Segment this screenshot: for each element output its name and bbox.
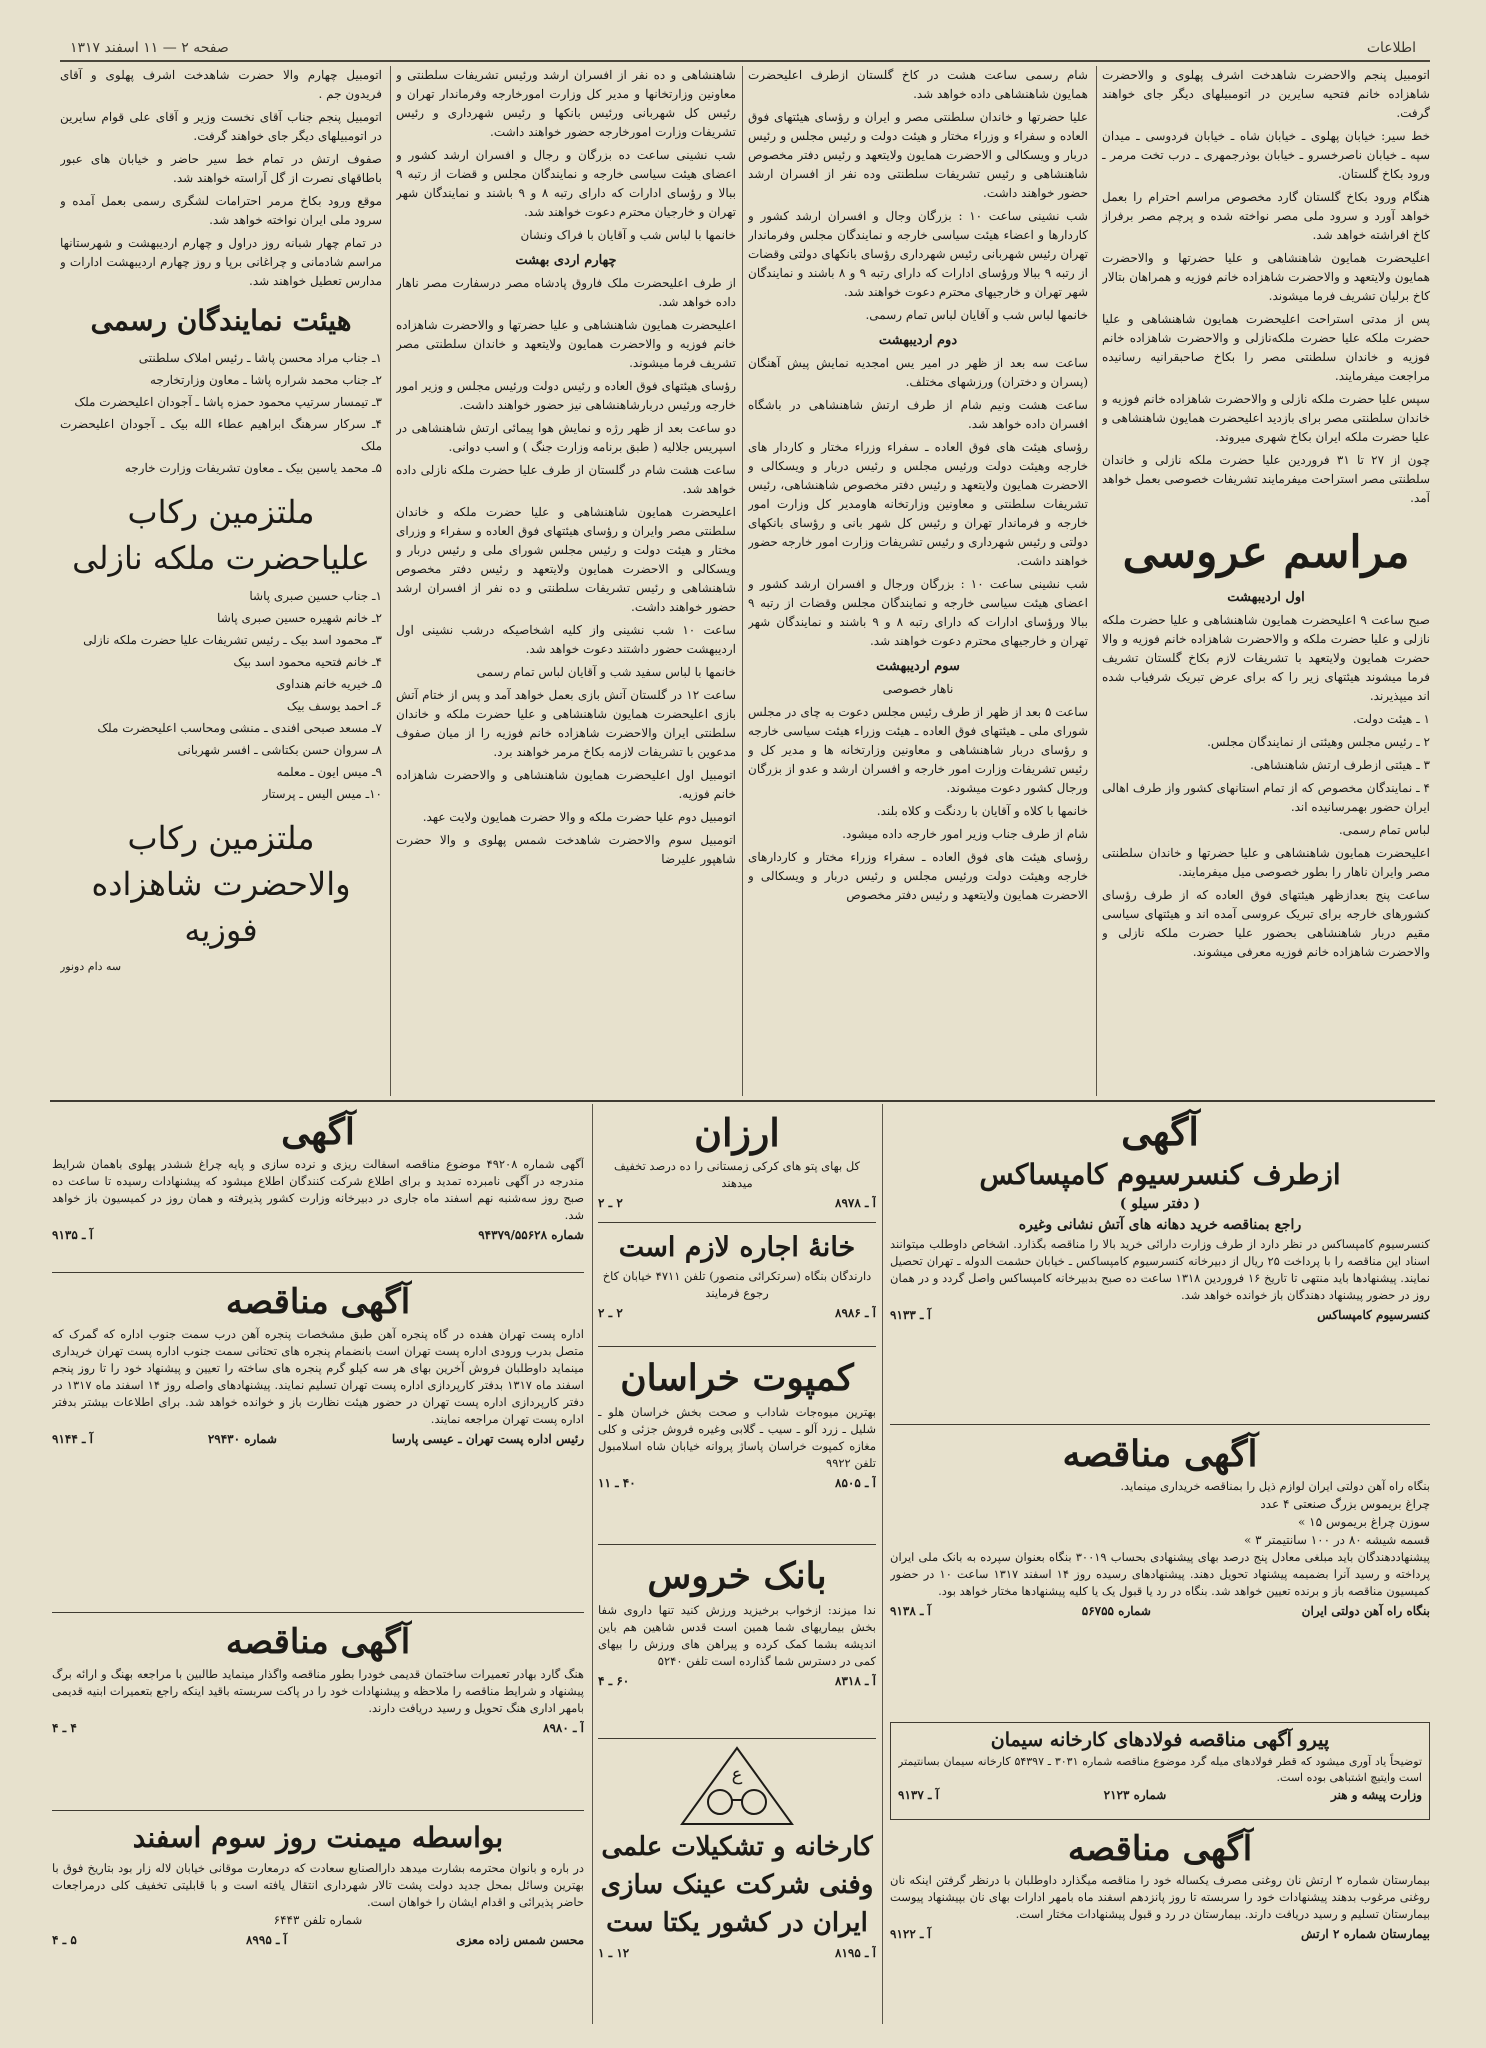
- col2-para: ناهار خصوصی: [882, 682, 954, 696]
- queen-retinue-list: [60, 585, 382, 805]
- column-3: [396, 66, 736, 1096]
- ad-signature: وزارت پیشه و هنر: [1330, 1788, 1422, 1802]
- consortium-ad: [890, 1108, 1430, 1420]
- col1-intro: [1102, 66, 1430, 508]
- col2-para: علیا حضرتها و خاندان سلطنتی مصر و ایران و رؤسای هیئتهای فوق العاده و سفراء و وزراء مختار و هیئت دولت و رئیس مجلس و رئیس دربار و ویسکالی و الاحضرت همایون ولایتعهد و رئیس دفتر مخصوص شاهنشاهی و رئیس تشریفات سلطنتی وده نفر از افسران ارشد حضور خواهند داشت.: [748, 110, 1088, 200]
- third-ordibehesht-subhead: سوم اردیبهشت: [876, 659, 960, 674]
- ad-divider: [52, 1272, 584, 1273]
- ad-title: آگهی: [281, 1111, 355, 1153]
- ad-code: آ ـ ۹۱۳۷: [898, 1788, 939, 1802]
- col3-para: اعلیحضرت همایون شاهنشاهی و علیا حضرت ملکه و خاندان سلطنتی مصر وایران و رؤسای هیئتهای فوق العاده و سفراء و وزرای مختار و هیئت دولت و رئیس مجلس شورای ملی و رئیس دربار و ویسکالی و الاحضرت همایون ولایتعهد و رئیس دفتر مخصوص شاهنشاهی و رئیس تشریفات سلطنتی و ده نفر از افسران ارشد حضور خواهند داشت.: [396, 505, 736, 614]
- ad-footer: [52, 1721, 584, 1735]
- column-2: [748, 66, 1088, 1096]
- fourth-ordibehesht-subhead: چهارم اردی بهشت: [515, 253, 617, 268]
- col2-para: شب نشینی ساعت ۱۰ : بزرگان وجال و افسران ارشد کشور و کاردارها و اعضاء هیئت سیاسی خارجه و نمایندگان مجلس وفرماندار تهران رئیس شهربانی رئیس شهرداری رؤسای بانکهای دولتی وقضات از رتبه ۹ ببالا ورؤسای ادارات که دارای رتبه ۹ و ۸ باشند و نمایندگان شهر تهران و خارجیهای محترم دعوت خواهند شد.: [748, 209, 1088, 299]
- col2-para: خانمها لباس شب و آقایان لباس تمام رسمی.: [865, 308, 1088, 322]
- ad-divider: [890, 1424, 1430, 1425]
- col2-para: شام رسمی ساعت هشت در کاخ گلستان ازطرف اعلیحضرت همایون شاهنشاهی داده خواهد شد.: [748, 68, 1088, 101]
- col3-para: خانمها با لباس سفید شب و آقایان لباس تمام رسمی: [476, 665, 736, 679]
- col1-para: اعلیحضرت همایون شاهنشاهی و علیا حضرتها و خاندان سلطنتی مصر وایران ناهار را بطور خصوصی میل میفرمایند.: [1102, 846, 1430, 879]
- ad-code: آ ـ ۸۳۱۸: [835, 1674, 876, 1688]
- ad-body: بهترین میوه‌جات شاداب و صحت بخش خراسان هلو ـ شلیل ـ زرد آلو ـ سیب ـ گلابی وغیره فروش جزئی و کلی مغازه کمپوت خراسان پاساژ پروانه خیابان شاه اسلامبول تلفن ۹۹۲۲: [598, 1405, 876, 1470]
- col1-para: ۳ ـ هیئتی ازطرف ارتش شاهنشاهی.: [1250, 758, 1430, 772]
- header-left: صفحه ۲ — ۱۱ اسفند ۱۳۱۷: [70, 40, 229, 56]
- ad-number: شماره ۹۴۳۷۹/۵۵۶۲۸: [478, 1228, 584, 1242]
- official-delegation-title: هیئت نمایندگان رسمی: [90, 304, 352, 337]
- delegation-list: [60, 347, 382, 479]
- col2-para: خانمها با کلاه و آقایان با ردنگت و کلاه بلند.: [876, 804, 1088, 818]
- list-item: ۷ـ مسعد صبحی افندی ـ منشی ومحاسب اعلیحضرت ملک: [97, 721, 382, 735]
- arzan-ad: [598, 1108, 876, 1218]
- col1-para: پس از مدتی استراحت اعلیحضرت همایون شاهنشاهی و علیا حضرت ملکه علیا حضرت ملکه‌نازلی و والاحضرت شاهزاده خانم فوزیه و خاندان سلطنتی مصر را بکاخ صاحبقرانیه رسانیده مراجعت میفرمایند.: [1102, 312, 1430, 383]
- ad-code: آ ـ ۸۹۸۶: [835, 1306, 876, 1320]
- ad-footer: [890, 1604, 1430, 1618]
- ad-body: پیشنهاددهندگان باید مبلغی معادل پنج درصد بهای پیشنهادی بحساب ۳۰۰۱۹ بنگاه بعنوان سپرده به بانک ملی ایران پرداخته و رسید آنرا بضمیمه پیشنهاد تحویل دهند. پیشنهادهای رسیده روز ۱۴ اسفند ۱۳۱۷ ساعت ۱۰ در حضور کمیسیون مناقصه باز و برنده تعیین خواهد شد. بنگاه در رد یا قبول یک یا کلیه پیشنهادها مختار خواهد بود.: [890, 1550, 1430, 1598]
- list-item: ۴ـ سرکار سرهنگ ابراهیم عطاء الله بیک ـ آجودان اعلیحضرت ملک: [60, 417, 382, 453]
- ad-number: ۵ ـ ۴: [52, 1933, 77, 1947]
- col2-para: رؤسای هیئت های فوق العاده ـ سفراء وزراء مختار و کاردار های خارجه وهیئت دولت ورئیس مجلس و رئیس دربار و ویسکالی و الاحضرت همایون ولایتعهد و رئیس دفتر مخصوص شاهنشاهی، رئیس تشریفات سلطنتی و معاونین وزارتخانه هاومدیر کل وزارت امور خارجه و فرماندار تهران و رئیس کل شهر بانی و رؤسای بانکهای دولتی و رئیس شهرداری و رئیس تشریفات وزارت امور خارجه حضور خواهند داشت.: [748, 440, 1088, 568]
- bank-khorus-ad: [598, 1550, 876, 1732]
- list-item: ۳ـ محمود اسد بیک ـ رئیس تشریفات علیا حضرت ملکه نازلی: [83, 633, 382, 647]
- ad-body: ندا میزند: ازخواب برخیزید ورزش کنید تنها داروی شفا بخش بیماریهای شما همین است قدس شاهین هم باین اندیشه بشما کمک کرده و پیراهن های ورزش را بیهای کمی در دسترس شما گذارده است تلفن ۵۲۴۰: [598, 1603, 876, 1668]
- col3-para: ساعت ۱۲ در گلستان آتش بازی بعمل خواهد آمد و پس از ختام آتش بازی اعلیحضرت همایون شاهنشاهی و علیا حضرت ملکه و خاندان سلطنتی ایران والاحضرت شاهزاده خانم فوزیه را از میان صفوف مدعوین با تشریفات لازمه بکاخ مرمر خواهند برد.: [396, 688, 736, 759]
- list-item: ۳ـ تیمسار سرتیپ محمود حمزه پاشا ـ آجودان اعلیحضرت ملک: [74, 395, 382, 409]
- list-item: ۱۰ـ میس الیس ـ پرستار: [262, 787, 382, 801]
- col3-para: اتومبیل سوم والاحضرت شاهدخت شمس پهلوی و والا حضرت شاهپور علیرضا: [396, 833, 736, 866]
- ad-divider: [598, 1222, 876, 1223]
- col1-para: هنگام ورود بکاخ گلستان گارد مخصوص مراسم احترام را بعمل خواهد آورد و سرود ملی مصر نواخته شده و پرچم مصر برفراز کاخ افراشته خواهد شد.: [1102, 190, 1430, 242]
- col3-para: شاهنشاهی و ده نفر از افسران ارشد ورئیس تشریفات سلطنتی و معاونین وزارتخانها و مدیر کل وزارت امورخارجه وفرماندار تهران و رئیس کل شهربانی ورئیس بانکها و رئیس شهرداری و رئیس تشریفات وزارت امورخارجه حضور خواهند داشت.: [396, 68, 736, 139]
- col4-para: اتومبیل چهارم والا حضرت شاهدخت اشرف پهلوی و آقای فریدون جم .: [60, 68, 382, 101]
- ad-headline: راجع بمناقصه خرید دهانه های آتش نشانی وغیره: [1018, 1217, 1302, 1233]
- triangle-glasses-logo: [598, 1744, 876, 1828]
- list-item: ۲ـ خانم شهیره حسین صبری پاشا: [217, 611, 382, 625]
- list-item: ۱ـ جناب حسین صبری پاشا: [249, 589, 382, 603]
- ad-code: آ ـ ۹۱۲۲: [890, 1927, 931, 1941]
- col1-para: سپس علیا حضرت ملکه نازلی و والاحضرت شاهزاده خانم فوزیه و خاندان سلطنتی مصر برای بازدید اعلیحضرت همایون شاهنشاهی و علیا حضرت ملکه ایران بکاخ شهری میروند.: [1102, 392, 1430, 444]
- third-esfand-ad: [52, 1816, 584, 2024]
- col1-para: صبح ساعت ۹ اعلیحضرت همایون شاهنشاهی و علیا حضرت ملکه نازلی و علیا حضرت ملکه و والاحضرت شاهزاده خانم فوزیه و والا حضرت همایون ولایتعهد با تشریفات لازم بکاخ گلستان تشریف فرما میشوند هیئتهای زیر را که برای عرض تبریک شرفیاب شده اند میپذیرند.: [1102, 613, 1430, 703]
- ad-title: آگهی مناقصه: [225, 1282, 411, 1322]
- ad-number: شماره ۲۹۴۳۰: [207, 1432, 277, 1446]
- ad-footer: [898, 1788, 1422, 1802]
- ad-code: آ ـ ۸۹۹۵: [245, 1933, 287, 1947]
- col1-para: خط سیر: خیابان پهلوی ـ خیابان شاه ـ خیابان فردوسی ـ میدان سپه ـ خیابان ناصرخسرو ـ خیابان بوذرجمهری ـ درب تخت مرمر ـ ورود بکاخ گلستان.: [1102, 129, 1430, 181]
- col3-para: خانمها با لباس شب و آقایان با فراک ونشان: [520, 228, 736, 242]
- ad-title: آگهی مناقصه: [1062, 1433, 1258, 1475]
- col3-para: ساعت ۱۰ شب نشینی واز کلیه اشخاصیکه درشب نشینی اول اردیبهشت حضور داشتند دعوت خواهد شد.: [396, 623, 736, 656]
- ad-title: بانک خروس: [647, 1555, 827, 1597]
- khorasan-compote-ad: [598, 1352, 876, 1538]
- col3-para: از طرف اعلیحضرت ملک فاروق پادشاه مصر درسفارت مصر ناهار داده خواهد شد.: [396, 276, 736, 309]
- ad-signature: رئیس اداره پست تهران ـ عیسی پارسا: [391, 1432, 584, 1446]
- ad-code: آ ـ ۹۱۳۵: [52, 1228, 93, 1242]
- ad-office: ( دفتر سیلو ): [1119, 1196, 1201, 1212]
- list-item: ۱ـ جناب مراد محسن پاشا ـ رئیس املاک سلطنتی: [138, 351, 382, 365]
- ad-body: دارندگان بنگاه (سرتکرائی منصور) تلفن ۴۷۱۱ خیابان کاخ رجوع فرمایند: [602, 1269, 872, 1300]
- col4-para: صفوف ارتش در تمام خط سیر حاضر و خیابان های عبور باطاقهای نصرت از گل آراسته خواهند شد.: [60, 152, 382, 185]
- second-ordibehesht-subhead: دوم اردیبهشت: [878, 333, 958, 348]
- ad-footer: [598, 1306, 876, 1320]
- ad-title: ارزان: [694, 1110, 780, 1155]
- header-right: اطلاعات: [1366, 40, 1416, 56]
- col2-para: ساعت ۵ بعد از ظهر از طرف رئیس مجلس دعوت به چای در مجلس شورای ملی ـ هیئتهای فوق العاده ـ هیئت وزراء هیئت سیاسی خارجه و رؤسای دربار شاهنشاهی و معاونین وزارتخانه ها و مدیر کل و رئیس تشریفات وزارت امور خارجه و افسران ارشد و عدو از بزرگان ورجال کشور دعوت میشوند.: [748, 705, 1088, 795]
- col3-para: شب نشینی ساعت ده بزرگان و رجال و افسران ارشد کشور و اعضای هیئت سیاسی خارجه و نمایندگان مجلس و قضات از رتبه ۹ ببالا و رؤسای ادارات که دارای رتبه ۸ و ۹ باشند و نمایندگان شهر تهران و خارجیان محترم دعوت خواهند شد.: [396, 148, 736, 219]
- list-item: ۲ـ جناب محمد شراره پاشا ـ معاون وزارتخارجه: [150, 373, 382, 387]
- ad-footer: [890, 1308, 1430, 1322]
- col3-para: اعلیحضرت همایون شاهنشاهی و علیا حضرتها و والاحضرت شاهزاده خانم فوزیه و والاحضرت همایون ولایتعهد و خاندان سلطنتی مصر تشریف فرما میشوند.: [396, 318, 736, 370]
- ad-code: آ ـ ۸۱۹۵: [835, 1946, 876, 1960]
- post-office-tender-ad: [52, 1278, 584, 1608]
- ad-code: آ ـ ۹۱۳۳: [890, 1308, 931, 1322]
- list-item: ۵ـ خیریه خانم هنداوی: [275, 677, 382, 691]
- retinue-tail: سه دام دونور: [60, 960, 122, 973]
- ad-code: آ ـ ۸۵۰۵: [835, 1476, 876, 1490]
- ads-divider: [592, 1104, 593, 2024]
- ad-number: ۴ ـ ۴: [52, 1721, 77, 1735]
- ad-title: بواسطه میمنت روز سوم اسفند: [132, 1821, 504, 1854]
- col3-para: دو ساعت بعد از ظهر رژه و نمایش هوا پیمائی ارتش شاهنشاهی در اسپریس جلالیه ( طبق برنامه وزارت جنگ ) و اسب دوانی.: [396, 421, 736, 454]
- ad-code: آ ـ ۸۹۸۰: [543, 1721, 584, 1735]
- ad-number: ۲ ـ ۲: [598, 1306, 623, 1320]
- ad-footer: [52, 1432, 584, 1446]
- ad-phone: شماره تلفن ۶۴۴۳: [273, 1913, 363, 1927]
- ad-signature: محسن شمس زاده معزی: [456, 1933, 584, 1947]
- col1-para: ساعت پنج بعدازظهر هیئتهای فوق العاده که از طرف رؤسای کشورهای خارجه برای تبریک عروسی آمده اند و هیئتهای سیاسی مقیم دربار شاهنشاهی بحضور علیا حضرت ملکه نازلی و والاحضرت شاهزاده خانم فوزیه معرفی میشوند.: [1102, 888, 1430, 959]
- ad-title: آگهی مناقصه: [1067, 1829, 1253, 1869]
- ad-footer: [598, 1196, 876, 1210]
- ad-code: آ ـ ۹۱۴۴: [52, 1432, 93, 1446]
- ads-separator: [50, 1100, 1435, 1102]
- ad-number: ۲ ـ ۲: [598, 1196, 623, 1210]
- ad-number: ۶۰ ـ ۴: [598, 1674, 630, 1688]
- ad-footer: [890, 1927, 1430, 1941]
- ad-divider: [598, 1346, 876, 1347]
- glasses-icon: [598, 1744, 876, 1828]
- ad-number: شماره ۵۶۷۵۵: [1081, 1604, 1151, 1618]
- ad-title: آگهی: [1121, 1109, 1199, 1154]
- col4-para: در تمام چهار شبانه روز دراول و چهارم اردیبهشت و شهرستانها مراسم شادمانی و چراغانی برپا و روز چهارم اردیبهشت ادارات و مدارس تعطیل خواهند شد.: [60, 236, 382, 288]
- ad-item: قسمه شیشه ۸۰ در ۱۰۰ سانتیمتر ۳ »: [1244, 1533, 1430, 1547]
- ad-divider: [598, 1544, 876, 1545]
- ad-body: کنسرسیوم کامپساکس در نظر دارد از طرف وزارت دارائی خرید بالا را مناقصه بگذارد. اشخاص داوطلب میتوانند اسناد این مناقصه را با پرداخت ۲۵ ریال از دبیرخانه کنسرسیوم کامپساکس ـ خیابان حشمت الدوله ـ تهران تحصیل نمایند. پیشنهادها باید منتهی تا تاریخ ۱۶ فروردین ۱۳۱۸ ساعت ده صبح بدبیرخانه کامپساکس واصل گردد و در همان روز در حضور پیشنهاد دهندگان باز خوانده خواهد شد.: [890, 1237, 1430, 1302]
- col1-para: اتومبیل پنجم والاحضرت شاهدخت اشرف پهلوی و والاحضرت شاهزاده خانم فتحیه سایرین در اتومبیلهای دیگر جای خواهند گرفت.: [1102, 68, 1430, 120]
- ad-item: سوزن چراغ بریموس ۱۵ »: [1298, 1515, 1430, 1529]
- col3-para: اتومبیل اول اعلیحضرت همایون شاهنشاهی و والاحضرت شاهزاده خانم فوزیه.: [396, 768, 736, 801]
- col1-para: اعلیحضرت همایون شاهنشاهی و علیا حضرتها و والاحضرت همایون ولایتعهد و والاحضرت شاهزاده خانم فوزیه و همراهان بتالار کاخ برلیان تشریف فرما میشوند.: [1102, 251, 1430, 303]
- logo-letter: ع: [731, 1764, 743, 1785]
- col1-para: چون از ۲۷ تا ۳۱ فروردین علیا حضرت ملکه نازلی و خاندان سلطنتی مصر استراحت میفرمایند تشریفات خصوصی بعمل خواهد آمد.: [1102, 453, 1430, 505]
- princess-fawzia-retinue-title: ملتزمین رکاب والاحضرت شاهزاده فوزیه: [91, 819, 351, 949]
- page-header: [70, 40, 1416, 62]
- col4-para: اتومبیل پنجم جناب آقای نخست وزیر و آقای علی قوام سایرین در اتومبیلهای دیگر جای خواهند گرفت.: [60, 110, 382, 143]
- col3-para: ساعت هشت شام در گلستان از طرف علیا حضرت ملکه نازلی داده خواهد شد.: [396, 463, 736, 496]
- ad-number: شماره ۲۱۲۳: [1103, 1788, 1167, 1802]
- ad-footer: [52, 1228, 584, 1242]
- ad-number: ۱۲ ـ ۱: [598, 1946, 630, 1960]
- ad-body: هنگ گارد بهادر تعمیرات ساختمان قدیمی خودرا بطور مناقصه واگذار مینماید طالبین با مراجعه بهنگ و ارائه برگ پیشنهاد و شرایط مناقصه را ملاحظه و پیشنهادات خود را در پاکت سربسته باقید اینکه راجع بتعمیرات ابنیه قدیمی بامهر اداری هنگ تحویل و رسید دریافت دارند.: [52, 1667, 584, 1715]
- ad-footer: [598, 1946, 876, 1960]
- ad-title: خانهٔ اجاره لازم است: [618, 1232, 856, 1263]
- first-ordibehesht-subhead: اول اردیبهشت: [1227, 590, 1305, 605]
- ad-title: کارخانه و تشکیلات علمی وفنی شرکت عینک سازی ایران در کشور یکتا ست: [600, 1832, 874, 1938]
- col3-para: رؤسای هیئتهای فوق العاده و رئیس دولت ورئیس مجلس و وزیر امور خارجه ورئیس دربارشاهنشاهی نیز حضور خواهند داشت.: [396, 379, 736, 412]
- col2-para: شب نشینی ساعت ۱۰ : بزرگان ورجال و افسران ارشد کشور و اعضای هیئت سیاسی خارجه و نمایندگان مجلس وقضات از رتبه ۹ ببالا ورؤسای ادارات که دارای رتبه ۸ و ۹ باشند و نمایندگان شهر تهران و خارجیهای محترم دعوت خواهند شد.: [748, 577, 1088, 648]
- col1-para: لباس تمام رسمی.: [1338, 823, 1430, 837]
- column-1: [1102, 66, 1430, 1096]
- list-item: ۹ـ میس ایون ـ معلمه: [276, 765, 382, 779]
- col4-para: موقع ورود بکاخ مرمر احترامات لشگری رسمی بعمل آمده و سرود ملی ایران نواخته خواهد شد.: [60, 194, 382, 227]
- list-item: ۴ـ خانم فتحیه محمود اسد بیک: [233, 655, 382, 669]
- optical-company-ad: [598, 1744, 876, 2024]
- ad-item: چراغ بریموس بزرگ صنعتی ۴ عدد: [1260, 1497, 1430, 1511]
- col2-para: ساعت هشت ونیم شام از طرف ارتش شاهنشاهی در باشگاه افسران داده خواهد شد.: [748, 398, 1088, 431]
- column-divider: [742, 66, 743, 1096]
- ad-body: آگهی شماره ۴۹۲۰۸ موضوع مناقصه اسفالت ریزی و نرده سازی و پایه چراغ ششدر پهلوی باهمان شرایط مندرجه در آگهی نامبرده تمدید و برای اطلاع شرکت کنندگان اطلاع میشود که پیشنهادات رسیده تا ساعت ده صبح روز سه‌شنبه نهم اسفند ماه جاری در دبیرخانه وزارت کشور پذیرفته و همان روز در کمیسیون باز خواهد شد.: [52, 1157, 584, 1222]
- ads-divider: [882, 1104, 883, 2024]
- list-item: ۵ـ محمد یاسین بیک ـ معاون تشریفات وزارت خارجه: [124, 461, 382, 475]
- ad-body: بیمارستان شماره ۲ ارتش نان روغنی مصرف یکساله خود را مناقصه میگذارد داوطلبان با درنظر گرفتن اینکه نان روغنی مرغوب بدهند پیشنهادات خود را سربسته تا روز پانزدهم اسفند ماه بامهر ادارات بهای نان بپیشنهاد پیوست بیمارستان تسلیم و رسید دریافت دارند. بیمارستان در رد و قبول پیشنهادات مختار است.: [890, 1873, 1430, 1921]
- ad-code: آ ـ ۹۱۳۸: [890, 1604, 932, 1618]
- cement-steel-ad: [898, 1726, 1422, 1814]
- ad-signature: بیمارستان شماره ۲ ارتش: [1301, 1927, 1430, 1941]
- ad-body: بنگاه راه آهن دولتی ایران لوازم ذیل را بمناقصه خریداری مینماید.: [1120, 1479, 1430, 1493]
- ad-subtitle: ازطرف کنسرسیوم کامپساکس: [979, 1158, 1341, 1191]
- col1-para: ۴ ـ نمایندگان مخصوص که از تمام استانهای کشور واز طرف اهالی ایران حضور بهمرسانیده اند.: [1102, 781, 1430, 814]
- wedding-ceremony-title: مراسم عروسی: [1122, 527, 1410, 578]
- column-4: [60, 66, 382, 1096]
- col2-para: رؤسای هیئت های فوق العاده ـ سفراء وزراء مختار و کاردارهای خارجه وهیئت دولت ورئیس مجلس و رئیس دربار و ویسکالی و الاحضرت همایون ولایتعهد و رئیس دفتر مخصوص: [748, 850, 1088, 902]
- list-item: ۶ـ احمد یوسف بیک: [286, 699, 382, 713]
- ad-divider: [52, 1612, 584, 1613]
- column-divider: [390, 66, 391, 1096]
- ad-signature: کنسرسیوم کامپساکس: [1317, 1308, 1430, 1322]
- col1-para: ۲ ـ رئیس مجلس وهیئتی از نمایندگان مجلس.: [1207, 735, 1430, 749]
- queen-nazli-retinue-title: ملتزمین رکاب علیاحضرت ملکه نازلی: [72, 493, 370, 577]
- ad-footer: [52, 1933, 584, 1947]
- ad-divider: [598, 1738, 876, 1739]
- ad-body: توضیحاً یاد آوری میشود که قطر فولادهای میله گرد موضوع مناقصه شماره ۳۰۳۱ ـ ۵۴۳۹۷ کارخانه سیمان بسانتیمتر است وایتیچ اشتباهی بوده است.: [898, 1755, 1422, 1784]
- ad-body: اداره پست تهران هفده در گاه پنجره آهن طبق مشخصات پنجره آهن درب سمت جنوب اداره که گمرک که متصل بدرب ورودی اداره پست تهران است بانضمام پنجره های تحتانی سمت جنوب اداره پست تهران خریداری مینماید داوطلبان فروش آخرین بهای هر سه کیلو گرم پنجره های ساخته را تعیین و پیشنهاد خود را تا روز پنجم اسفند ماه ۱۳۱۷ بدفتر کارپردازی اداره پست تهران تسلیم نمایند. پیشنهادهای واصله روز ۱۴ اسفند ماه ۱۳۱۷ در دفتر کارپردازی اداره پست تهران در حضور هیئت نظارت باز و خوانده خواهد شد. برای اطلاعات بیشتر بدفتر اداره پست تهران مراجعه نمایند.: [52, 1327, 584, 1426]
- ad-title: آگهی مناقصه: [225, 1622, 411, 1662]
- ad-code: آ ـ ۸۹۷۸: [835, 1196, 876, 1210]
- ad-footer: [598, 1674, 876, 1688]
- column-divider: [1096, 66, 1097, 1096]
- ad-footer: [598, 1476, 876, 1490]
- ad-body: کل بهای پتو های کرکی زمستانی را ده درصد تخفیف میدهند: [613, 1159, 861, 1190]
- col2-para: شام از طرف جناب وزیر امور خارجه داده میشود.: [842, 827, 1088, 841]
- house-rent-ad: [598, 1228, 876, 1340]
- ad-body: در باره و بانوان محترمه بشارت میدهد دارالصنایع سعادت که درمعارت موقانی خیابان لاله زار بود بتاریخ فوق با بهترین وسائل بمحل جدید دولت پشت تالار شهرداری انتقال یافته است و با قابلیتی تخفیف کلی درمراجعات حاضر پذیرائی و اقدام ایشان را خواهان است.: [52, 1861, 584, 1909]
- interior-ministry-ad: [52, 1108, 584, 1268]
- hospital-tender-ad: [890, 1826, 1430, 2022]
- guard-regiment-tender-ad: [52, 1618, 584, 1806]
- ad-number: ۴۰ ـ ۱۱: [598, 1476, 636, 1490]
- col3-para: اتومبیل دوم علیا حضرت ملکه و والا حضرت همایون ولایت عهد.: [422, 810, 736, 824]
- ad-signature: بنگاه راه آهن دولتی ایران: [1301, 1604, 1430, 1618]
- col2-para: ساعت سه بعد از ظهر در امیر یس امجدیه نمایش پیش آهنگان (پسران و دختران) ورزشهای مختلف.: [748, 356, 1088, 389]
- ad-title: کمپوت خراسان: [620, 1357, 854, 1399]
- ad-divider: [52, 1810, 584, 1811]
- list-item: ۸ـ سروان حسن بکتاشی ـ افسر شهربانی: [177, 743, 382, 757]
- ad-title: پیرو آگهی مناقصه فولادهای کارخانه سیمان: [990, 1729, 1330, 1751]
- col1-para: ۱ ـ هیئت دولت.: [1352, 712, 1430, 726]
